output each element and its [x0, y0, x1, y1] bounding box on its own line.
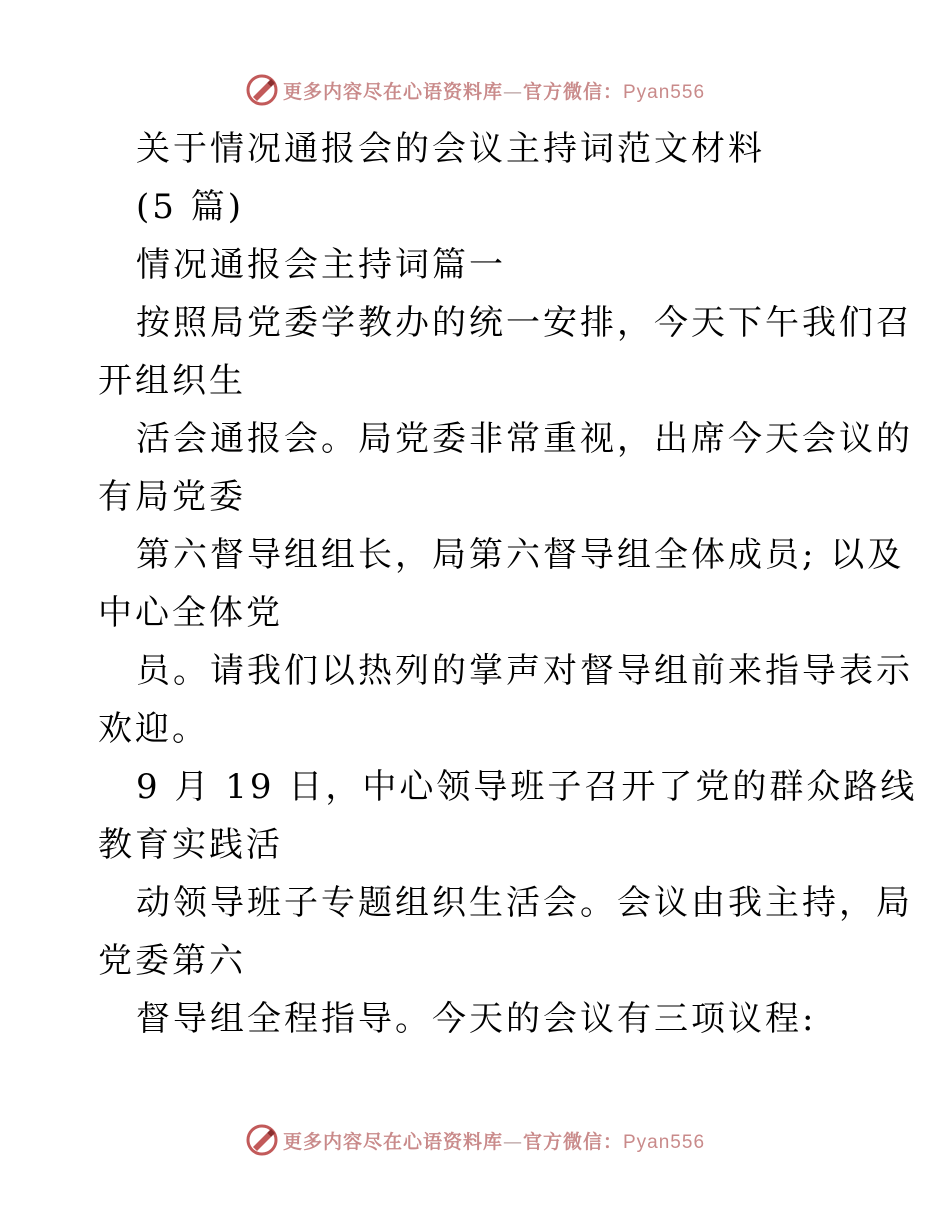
paragraph-line: 动领导班子专题组织生活会。会议由我主持，局 — [136, 883, 913, 923]
paragraph-line: 活会通报会。局党委非常重视，出席今天会议的 — [136, 419, 913, 459]
banner-main-text: 更多内容尽在心语资料库 — [282, 1130, 503, 1153]
section-heading: 情况通报会主持词篇一 — [136, 245, 506, 285]
footer-watermark-banner — [0, 1120, 950, 1160]
paragraph-line: 第六督导组组长，局第六督导组全体成员; 以及 — [136, 535, 905, 575]
paragraph-line: 9 月 19 日，中心领导班子召开了党的群众路线 — [136, 767, 918, 807]
banner-suffix-text: 官方微信： — [522, 1130, 623, 1153]
document-subtitle: (5 篇) — [136, 187, 244, 227]
banner-separator: — — [502, 80, 523, 103]
banner-wechat-id: Pyan556 — [623, 81, 706, 103]
banner-suffix-text: 官方微信： — [522, 80, 623, 103]
paragraph-line: 督导组全程指导。今天的会议有三项议程: — [136, 999, 817, 1039]
paragraph-line: 中心全体党 — [98, 593, 283, 633]
banner-wechat-id: Pyan556 — [623, 1131, 706, 1153]
paragraph-line: 员。请我们以热列的掌声对督导组前来指导表示 — [136, 651, 913, 691]
document-title: 关于情况通报会的会议主持词范文材料 — [136, 129, 765, 169]
paragraph-line: 开组织生 — [98, 361, 246, 401]
banner-text — [283, 77, 705, 104]
banner-separator: — — [502, 1130, 523, 1153]
paragraph-line: 有局党委 — [98, 477, 246, 517]
banner-main-text: 更多内容尽在心语资料库 — [282, 80, 503, 103]
paragraph-line: 党委第六 — [98, 941, 246, 981]
pen-logo-icon — [245, 73, 279, 107]
pen-logo-icon — [245, 1123, 279, 1157]
header-watermark-banner — [0, 70, 950, 110]
banner-text — [283, 1127, 705, 1154]
document-body — [98, 120, 918, 1048]
paragraph-line: 欢迎。 — [98, 709, 209, 749]
paragraph-line: 教育实践活 — [98, 825, 283, 865]
paragraph-line: 按照局党委学教办的统一安排，今天下午我们召 — [136, 303, 913, 343]
